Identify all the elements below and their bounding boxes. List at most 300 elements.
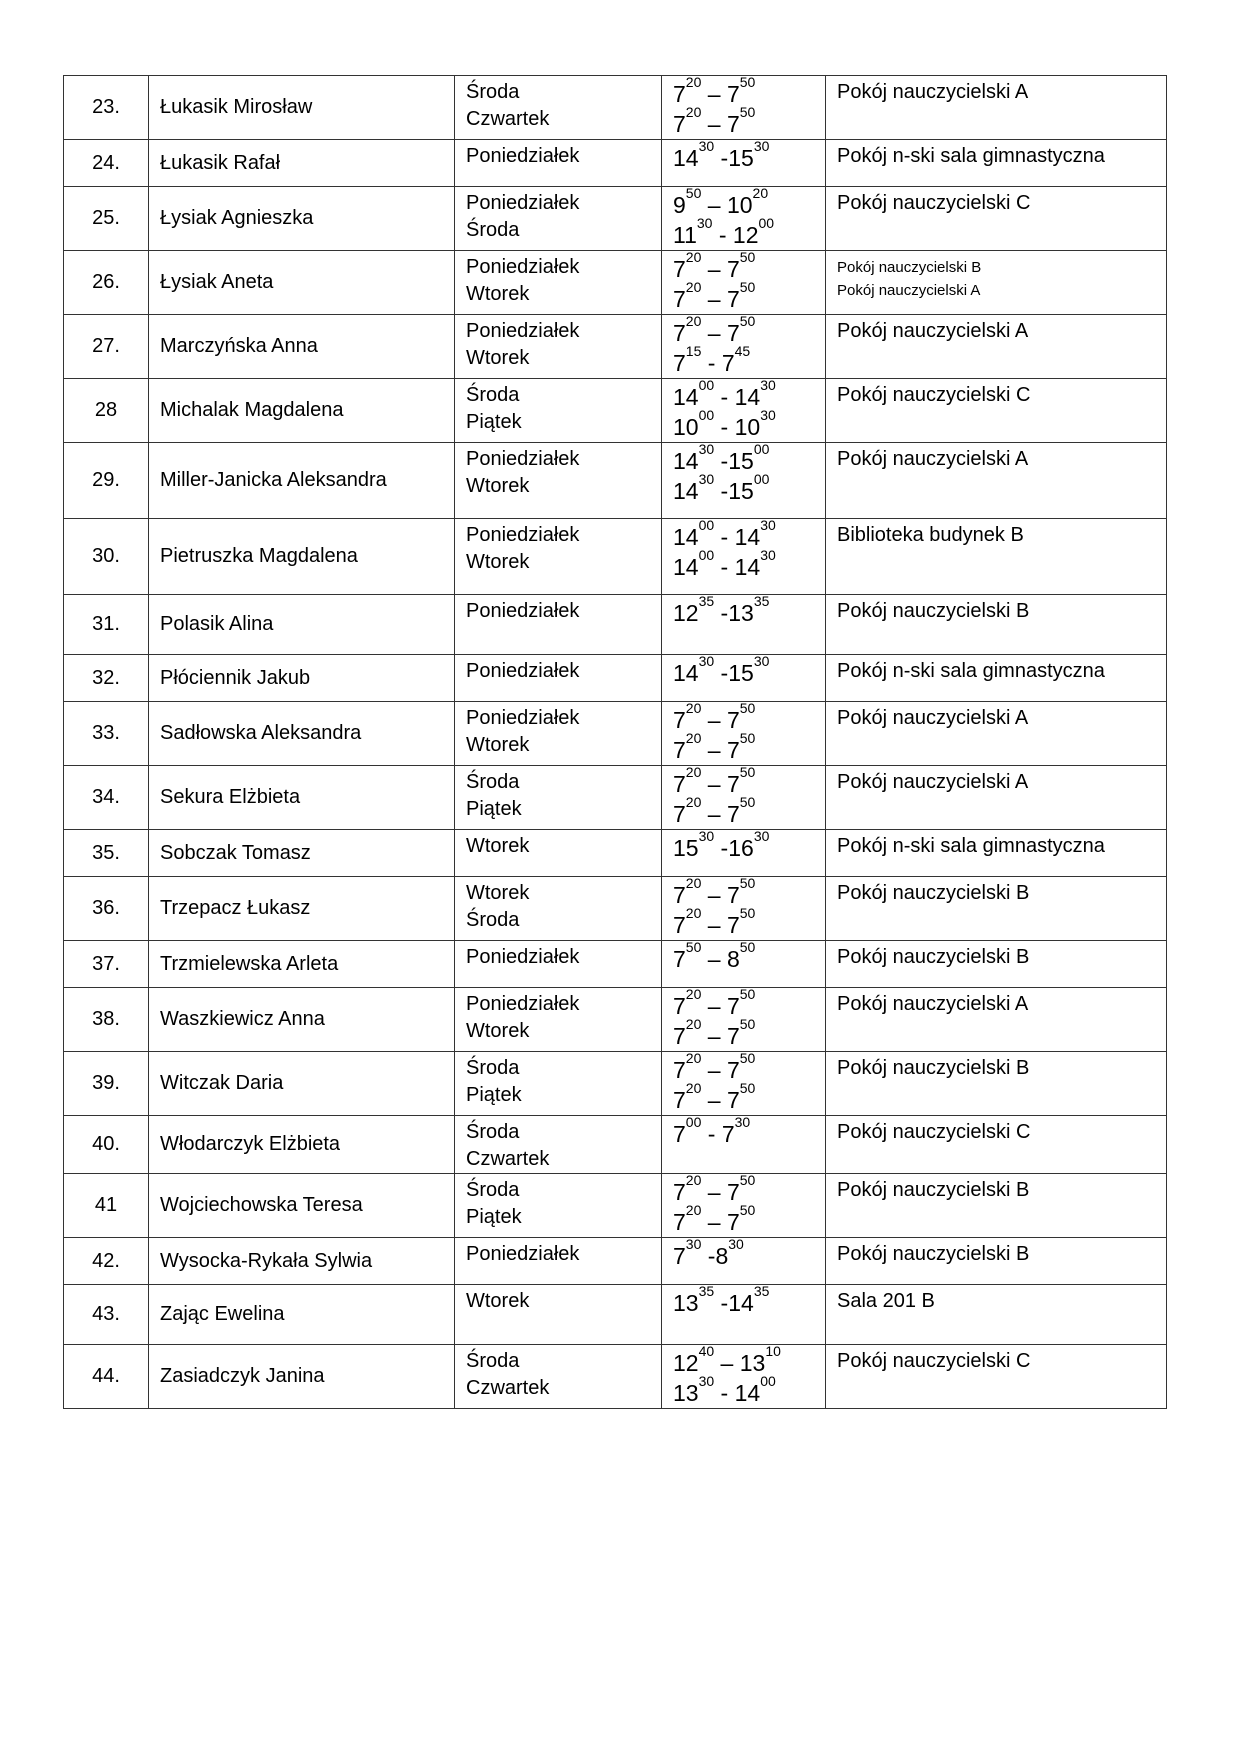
time-separator: – (701, 882, 727, 908)
room-cell (826, 1116, 1167, 1174)
start-minute: 20 (685, 249, 702, 265)
start-hour: 7 (673, 286, 686, 312)
time-separator: - (714, 600, 729, 626)
end-hour: 13 (739, 1350, 766, 1376)
start-hour: 7 (673, 1243, 686, 1269)
end-minute: 35 (753, 593, 770, 609)
day-label: Piątek (466, 798, 522, 820)
room-cell (826, 519, 1167, 595)
start-minute: 35 (698, 1283, 715, 1299)
row-number: 37. (64, 941, 149, 988)
row-number: 24. (64, 140, 149, 187)
table-row (64, 941, 1167, 988)
end-minute: 50 (739, 875, 756, 891)
day-label: Poniedziałek (466, 145, 580, 167)
start-hour: 7 (673, 993, 686, 1019)
day-label: Poniedziałek (466, 660, 580, 682)
days-cell (455, 1174, 662, 1238)
room-cell (826, 766, 1167, 830)
end-hour: 7 (726, 1087, 740, 1113)
start-minute: 20 (685, 905, 702, 921)
room-label: Pokój nauczycielski C (837, 192, 1031, 214)
end-hour: 7 (726, 882, 740, 908)
days-cell (455, 1052, 662, 1116)
days-cell (455, 140, 662, 187)
start-hour: 7 (673, 801, 686, 827)
end-minute: 00 (758, 215, 775, 231)
room-cell (826, 1345, 1167, 1409)
table-row (64, 655, 1167, 702)
start-minute: 20 (685, 74, 702, 90)
end-hour: 7 (726, 912, 740, 938)
end-hour: 7 (726, 1057, 740, 1083)
time-range (673, 279, 825, 314)
time-range (673, 343, 825, 378)
time-separator: - (714, 1290, 729, 1316)
table-row (64, 988, 1167, 1052)
end-hour: 14 (734, 384, 761, 410)
row-number: 34. (64, 766, 149, 830)
start-hour: 7 (673, 707, 686, 733)
room-label: Pokój nauczycielski B (837, 1243, 1030, 1265)
time-range (673, 1373, 825, 1408)
days-cell (455, 766, 662, 830)
time-range (673, 104, 825, 139)
room-label: Pokój nauczycielski B (837, 259, 982, 276)
day-label: Wtorek (466, 734, 530, 756)
end-minute: 50 (739, 1172, 756, 1188)
end-hour: 7 (726, 111, 740, 137)
day-label: Poniedziałek (466, 320, 580, 342)
days-cell (455, 877, 662, 941)
start-minute: 50 (685, 185, 702, 201)
room-label: Pokój nauczycielski A (837, 771, 1029, 793)
room-label: Pokój nauczycielski A (837, 448, 1029, 470)
end-minute: 30 (760, 517, 776, 533)
table-row (64, 1052, 1167, 1116)
end-hour: 7 (726, 771, 740, 797)
start-minute: 20 (685, 1080, 702, 1096)
hours-cell (662, 379, 826, 443)
row-number: 40. (64, 1116, 149, 1174)
row-number: 25. (64, 187, 149, 251)
days-cell (455, 76, 662, 140)
start-hour: 7 (673, 1023, 686, 1049)
time-range (673, 407, 825, 442)
teacher-name: Sobczak Tomasz (149, 830, 455, 877)
teacher-name: Marczyńska Anna (149, 315, 455, 379)
start-minute: 30 (698, 441, 715, 457)
start-minute: 20 (685, 764, 702, 780)
row-number: 33. (64, 702, 149, 766)
time-separator: – (701, 256, 727, 282)
table-row (64, 251, 1167, 315)
time-range (673, 547, 825, 582)
time-separator: - (714, 1380, 735, 1406)
table-row (64, 1174, 1167, 1238)
start-hour: 7 (673, 256, 686, 282)
day-label: Czwartek (466, 1377, 550, 1399)
days-cell (455, 519, 662, 595)
room-cell (826, 702, 1167, 766)
end-minute: 50 (739, 1202, 756, 1218)
end-minute: 30 (753, 138, 770, 154)
row-number: 23. (64, 76, 149, 140)
time-separator: – (701, 993, 727, 1019)
hours-cell (662, 76, 826, 140)
time-separator: - (714, 414, 735, 440)
teacher-name: Wysocka-Rykała Sylwia (149, 1238, 455, 1285)
row-number: 38. (64, 988, 149, 1052)
table-row (64, 187, 1167, 251)
row-number: 39. (64, 1052, 149, 1116)
day-label: Wtorek (466, 347, 530, 369)
time-separator: - (714, 660, 729, 686)
teacher-name: Trzepacz Łukasz (149, 877, 455, 941)
hours-cell (662, 251, 826, 315)
time-separator: - (714, 478, 729, 504)
teacher-name: Polasik Alina (149, 595, 455, 655)
end-hour: 14 (728, 1290, 754, 1316)
end-minute: 50 (739, 74, 756, 90)
days-cell (455, 1345, 662, 1409)
teacher-name: Waszkiewicz Anna (149, 988, 455, 1052)
time-range (673, 1114, 825, 1149)
time-separator: – (701, 1179, 727, 1205)
end-minute: 50 (739, 905, 756, 921)
row-number: 41 (64, 1174, 149, 1238)
time-separator: - (714, 524, 735, 550)
room-label: Pokój nauczycielski B (837, 600, 1030, 622)
table-row (64, 1116, 1167, 1174)
time-separator: – (701, 1209, 727, 1235)
end-minute: 00 (753, 441, 770, 457)
room-label: Pokój n-ski sala gimnastyczna (837, 660, 1105, 682)
start-minute: 30 (698, 828, 715, 844)
start-minute: 20 (685, 1016, 702, 1032)
start-minute: 30 (696, 215, 713, 231)
end-minute: 00 (760, 1373, 776, 1389)
room-label: Pokój nauczycielski B (837, 1179, 1030, 1201)
teacher-name: Włodarczyk Elżbieta (149, 1116, 455, 1174)
teacher-name: Łukasik Mirosław (149, 76, 455, 140)
row-number: 30. (64, 519, 149, 595)
start-hour: 14 (673, 660, 699, 686)
time-separator: – (701, 320, 727, 346)
day-label: Poniedziałek (466, 1243, 580, 1265)
start-hour: 7 (673, 946, 686, 972)
time-separator: – (701, 286, 727, 312)
start-hour: 7 (673, 350, 686, 376)
end-hour: 14 (734, 554, 761, 580)
days-cell (455, 1116, 662, 1174)
start-hour: 10 (673, 414, 699, 440)
start-minute: 30 (698, 653, 715, 669)
time-separator: - (701, 350, 722, 376)
room-label: Pokój nauczycielski B (837, 946, 1030, 968)
time-separator: – (701, 1057, 727, 1083)
room-label: Pokój nauczycielski B (837, 882, 1030, 904)
table-row (64, 315, 1167, 379)
end-minute: 50 (739, 313, 756, 329)
start-hour: 14 (673, 554, 699, 580)
end-minute: 50 (739, 730, 756, 746)
time-range (673, 653, 825, 688)
room-cell (826, 941, 1167, 988)
room-label: Pokój nauczycielski A (837, 282, 981, 299)
end-minute: 50 (739, 104, 756, 120)
table-row (64, 1238, 1167, 1285)
start-hour: 7 (673, 737, 686, 763)
end-minute: 50 (739, 279, 756, 295)
end-minute: 30 (760, 377, 776, 393)
end-minute: 30 (760, 547, 776, 563)
teacher-name: Płóciennik Jakub (149, 655, 455, 702)
hours-cell (662, 941, 826, 988)
room-cell (826, 877, 1167, 941)
time-range (673, 1202, 825, 1237)
room-label: Pokój n-ski sala gimnastyczna (837, 835, 1105, 857)
row-number: 36. (64, 877, 149, 941)
teacher-name: Sadłowska Aleksandra (149, 702, 455, 766)
start-minute: 20 (685, 700, 702, 716)
day-label: Czwartek (466, 108, 550, 130)
days-cell (455, 830, 662, 877)
start-hour: 7 (673, 1209, 686, 1235)
table-row (64, 76, 1167, 140)
end-hour: 7 (726, 737, 740, 763)
end-minute: 30 (728, 1236, 744, 1252)
time-separator: – (701, 737, 727, 763)
time-separator: - (701, 1243, 716, 1269)
room-label: Pokój nauczycielski A (837, 993, 1029, 1015)
day-label: Środa (466, 81, 520, 103)
start-minute: 30 (685, 1236, 702, 1252)
day-label: Poniedziałek (466, 256, 580, 278)
room-cell (826, 830, 1167, 877)
start-hour: 13 (673, 1290, 699, 1316)
teacher-name: Miller-Janicka Aleksandra (149, 443, 455, 519)
end-hour: 7 (721, 1121, 735, 1147)
end-hour: 12 (732, 222, 759, 248)
start-minute: 20 (685, 313, 702, 329)
end-hour: 7 (726, 707, 740, 733)
time-range (673, 794, 825, 829)
end-hour: 8 (715, 1243, 729, 1269)
room-label: Pokój nauczycielski A (837, 320, 1029, 342)
end-hour: 15 (728, 145, 754, 171)
start-hour: 7 (673, 1057, 686, 1083)
start-hour: 7 (673, 81, 686, 107)
hours-cell (662, 988, 826, 1052)
start-hour: 11 (673, 222, 697, 248)
room-label: Sala 201 B (837, 1290, 935, 1312)
start-hour: 7 (673, 912, 686, 938)
end-minute: 50 (739, 939, 756, 955)
start-minute: 20 (685, 104, 702, 120)
day-label: Poniedziałek (466, 600, 580, 622)
day-label: Piątek (466, 1206, 522, 1228)
start-hour: 14 (673, 384, 699, 410)
time-range (673, 1283, 825, 1318)
day-label: Wtorek (466, 475, 530, 497)
teacher-name: Łukasik Rafał (149, 140, 455, 187)
hours-cell (662, 702, 826, 766)
row-number: 28 (64, 379, 149, 443)
room-cell (826, 655, 1167, 702)
end-minute: 50 (739, 764, 756, 780)
start-hour: 7 (673, 771, 686, 797)
end-hour: 14 (734, 524, 761, 550)
row-number: 31. (64, 595, 149, 655)
time-range (673, 939, 825, 974)
teacher-name: Zając Ewelina (149, 1285, 455, 1345)
table-row (64, 140, 1167, 187)
time-separator: – (701, 771, 727, 797)
table-row (64, 443, 1167, 519)
teacher-name: Witczak Daria (149, 1052, 455, 1116)
hours-cell (662, 595, 826, 655)
room-cell (826, 140, 1167, 187)
hours-cell (662, 187, 826, 251)
time-separator: - (712, 222, 733, 248)
start-minute: 00 (698, 407, 715, 423)
days-cell (455, 1285, 662, 1345)
row-number: 29. (64, 443, 149, 519)
hours-cell (662, 766, 826, 830)
table-row (64, 1285, 1167, 1345)
start-hour: 14 (673, 478, 699, 504)
time-separator: – (701, 81, 727, 107)
hours-cell (662, 655, 826, 702)
table-row (64, 595, 1167, 655)
day-label: Wtorek (466, 283, 530, 305)
time-separator: – (701, 912, 727, 938)
day-label: Środa (466, 771, 520, 793)
start-hour: 12 (673, 600, 699, 626)
start-hour: 7 (673, 320, 686, 346)
end-hour: 7 (726, 1209, 740, 1235)
end-hour: 7 (726, 81, 740, 107)
day-label: Poniedziałek (466, 707, 580, 729)
start-minute: 20 (685, 875, 702, 891)
end-minute: 30 (734, 1114, 751, 1130)
schedule-rows (64, 76, 1167, 1409)
teacher-name: Łysiak Aneta (149, 251, 455, 315)
start-minute: 30 (698, 471, 715, 487)
start-hour: 14 (673, 145, 699, 171)
end-hour: 7 (726, 1023, 740, 1049)
room-cell (826, 1052, 1167, 1116)
table-row (64, 830, 1167, 877)
room-cell (826, 251, 1167, 315)
end-hour: 7 (726, 801, 740, 827)
hours-cell (662, 1174, 826, 1238)
days-cell (455, 187, 662, 251)
start-hour: 7 (673, 882, 686, 908)
day-label: Wtorek (466, 1020, 530, 1042)
hours-cell (662, 1116, 826, 1174)
start-hour: 9 (673, 192, 686, 218)
room-label: Pokój nauczycielski A (837, 707, 1029, 729)
start-minute: 50 (685, 939, 702, 955)
room-cell (826, 1174, 1167, 1238)
day-label: Wtorek (466, 1290, 530, 1312)
days-cell (455, 595, 662, 655)
row-number: 27. (64, 315, 149, 379)
end-hour: 16 (728, 835, 754, 861)
start-hour: 14 (673, 448, 699, 474)
days-cell (455, 1238, 662, 1285)
day-label: Środa (466, 909, 520, 931)
room-label: Pokój nauczycielski B (837, 1057, 1030, 1079)
day-label: Poniedziałek (466, 946, 580, 968)
time-separator: – (701, 801, 727, 827)
day-label: Wtorek (466, 882, 530, 904)
schedule-table (63, 75, 1167, 1409)
end-hour: 10 (726, 192, 753, 218)
end-minute: 50 (739, 986, 756, 1002)
day-label: Czwartek (466, 1148, 550, 1170)
start-minute: 35 (698, 593, 715, 609)
days-cell (455, 251, 662, 315)
start-minute: 20 (685, 1172, 702, 1188)
start-minute: 20 (685, 794, 702, 810)
room-label: Pokój n-ski sala gimnastyczna (837, 145, 1105, 167)
end-hour: 15 (728, 478, 754, 504)
end-hour: 7 (726, 1179, 740, 1205)
room-cell (826, 1238, 1167, 1285)
start-hour: 12 (673, 1350, 699, 1376)
end-hour: 13 (728, 600, 754, 626)
hours-cell (662, 1345, 826, 1409)
row-number: 32. (64, 655, 149, 702)
start-minute: 40 (698, 1343, 715, 1359)
start-minute: 00 (698, 377, 715, 393)
room-label: Pokój nauczycielski A (837, 81, 1029, 103)
days-cell (455, 315, 662, 379)
end-hour: 15 (728, 660, 754, 686)
hours-cell (662, 877, 826, 941)
day-label: Środa (466, 1350, 520, 1372)
time-range (673, 828, 825, 863)
time-range (673, 185, 825, 220)
start-minute: 15 (685, 343, 702, 359)
start-minute: 20 (685, 1050, 702, 1066)
time-range (673, 471, 825, 506)
room-label: Biblioteka budynek B (837, 524, 1024, 546)
row-number: 44. (64, 1345, 149, 1409)
room-cell (826, 595, 1167, 655)
start-hour: 7 (673, 1121, 686, 1147)
day-label: Wtorek (466, 551, 530, 573)
day-label: Środa (466, 219, 520, 241)
day-label: Poniedziałek (466, 448, 580, 470)
start-minute: 00 (698, 517, 715, 533)
time-separator: - (714, 835, 729, 861)
time-range (673, 1236, 825, 1271)
end-minute: 20 (752, 185, 769, 201)
time-separator: - (714, 384, 735, 410)
time-separator: – (701, 946, 727, 972)
day-label: Środa (466, 1121, 520, 1143)
teacher-name: Łysiak Agnieszka (149, 187, 455, 251)
table-row (64, 379, 1167, 443)
room-cell (826, 1285, 1167, 1345)
days-cell (455, 443, 662, 519)
time-separator: – (701, 707, 727, 733)
room-label: Pokój nauczycielski C (837, 384, 1031, 406)
